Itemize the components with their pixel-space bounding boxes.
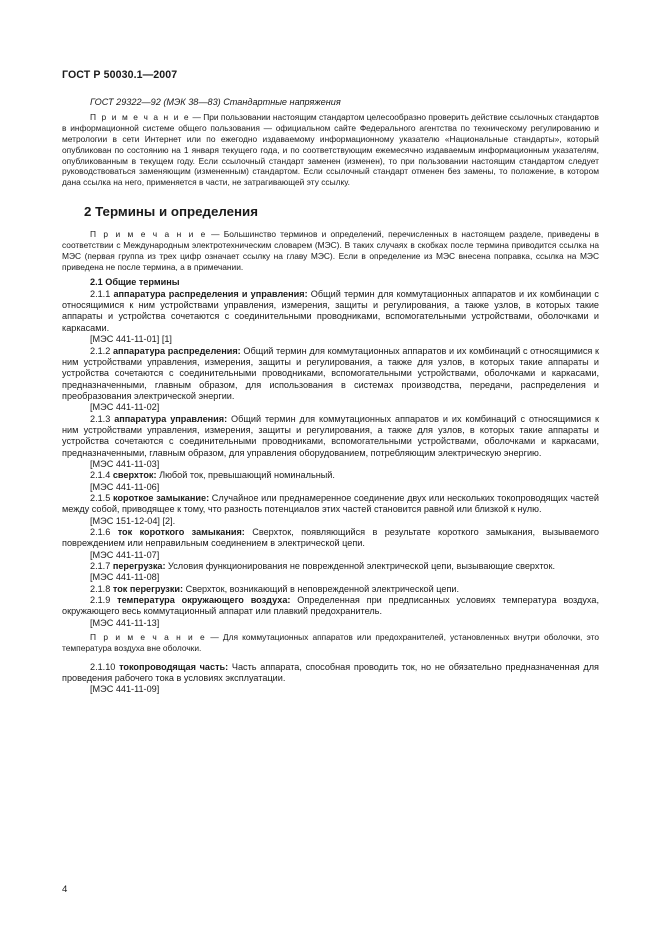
term-reference: [МЭС 441-11-08] bbox=[90, 572, 160, 583]
note-ambient-temperature bbox=[62, 632, 599, 654]
term-reference: [МЭС 441-11-02] bbox=[90, 402, 160, 413]
note-text: — Для коммутационных аппаратов или предохранителей, установленных внутри оболочки, это температура воздуха вне оболочки. bbox=[62, 632, 599, 653]
term-number: 2.1.9 bbox=[90, 595, 118, 606]
term-definition: Общий термин для коммутационных аппаратов и их комбинации с относящимися к ним устройствами управления, измерения, защиты и регулирования, а также узлов, в которых такие аппараты и устройства сочетаются с соединительными проводниками, вспомогательными устройствами, оболочками и каркасами. bbox=[62, 288, 599, 333]
term-definition: Условия функционирования не поврежденной электрической цепи, вызывающие сверхток. bbox=[165, 561, 556, 572]
term-reference: [МЭС 441-11-01] [1] bbox=[90, 334, 172, 345]
term-2-1-7 bbox=[62, 561, 599, 572]
term-number: 2.1.8 bbox=[90, 583, 113, 594]
term-name: перегрузка: bbox=[112, 561, 166, 572]
term-name: сверхток: bbox=[112, 470, 157, 481]
term-number: 2.1.1 bbox=[90, 288, 114, 299]
term-2-1-6 bbox=[62, 527, 599, 550]
term-reference: [МЭС 441-11-07] bbox=[90, 549, 160, 560]
note-text: — Большинство терминов и определений, перечисленных в настоящем разделе, приведены в соответствии с Международным электротехническим словарем (МЭС). В таких случаях в скобках после термина приводится ссылка на МЭС (первая группа из трех цифр означает ссылку на главу МЭС). Если в определение из МЭС внесена поправка, ссылка на МЭС приведена не после термина, а в примечании. bbox=[62, 229, 599, 272]
term-reference: [МЭС 441-11-06] bbox=[90, 481, 160, 492]
term-name: ток короткого замыкания: bbox=[117, 527, 245, 538]
term-name: аппаратура управления: bbox=[114, 413, 228, 424]
term-definition: Сверхток, появляющийся в результате короткого замыкания, вызываемого повреждением или неправильным соединением в электрической цепи. bbox=[62, 527, 600, 549]
term-definition: Любой ток, превышающий номинальный. bbox=[156, 470, 335, 481]
term-2-1-5 bbox=[62, 493, 599, 516]
term-name: ток перегрузки: bbox=[112, 583, 184, 594]
term-number: 2.1.7 bbox=[90, 561, 113, 572]
term-definition: Случайное или преднамеренное соединение двух или нескольких токопроводящих частей между собой, приводящее к тому, что разность потенциалов этих частей становится равной или близкой к нулю. bbox=[62, 492, 599, 515]
term-2-1-4 bbox=[62, 470, 599, 481]
note-label: П р и м е ч а н и е bbox=[90, 229, 207, 240]
term-definition: Общий термин для коммутационных аппаратов и их комбинаций с относящимися к ним устройствами управления, измерения, защиты и регулирования, а также для узлов, в которых такие аппараты и устройства сочетаются с соединительными проводниками, вспомогательными устройствами, оболочками и каркасами, предназначенными, главным образом, для использования в системах производства, передачи, распределения и преобразования электрической энергии. bbox=[62, 345, 599, 401]
term-reference: [МЭС 441-11-03] bbox=[90, 458, 160, 469]
term-name: токопроводящая часть: bbox=[119, 661, 229, 672]
section-title: 2 Термины и определения bbox=[84, 203, 258, 219]
term-2-1-8 bbox=[62, 584, 599, 595]
term-number: 2.1.2 bbox=[90, 345, 113, 356]
term-number: 2.1.6 bbox=[90, 527, 118, 538]
term-number: 2.1.5 bbox=[90, 492, 113, 503]
term-reference: [МЭС 151-12-04] [2]. bbox=[90, 515, 176, 526]
term-name: аппаратура распределения: bbox=[112, 345, 241, 356]
term-definition: Определенная при предписанных условиях температура воздуха, окружающего весь коммутационный аппарат или плавкий предохранитель. bbox=[62, 595, 599, 617]
term-2-1-1 bbox=[62, 289, 599, 334]
term-reference: [МЭС 441-11-13] bbox=[90, 617, 160, 628]
document-header-code: ГОСТ Р 50030.1—2007 bbox=[62, 69, 178, 81]
term-number: 2.1.3 bbox=[90, 413, 115, 424]
note-label: П р и м е ч а н и е bbox=[90, 112, 191, 123]
term-definition: Общий термин для коммутационных аппаратов и их комбинаций с относящимися к ним устройствами управления, измерения, защиты и регулирования, а также для узлов, в которых такие аппараты и устройства сочетаются с соединительными проводниками, вспомогательными устройствами, оболочками и каркасами, предназначенными, главным образом, для управления оборудованием, потребляющим электрическую энергию. bbox=[62, 413, 599, 458]
note-label: П р и м е ч а н и е bbox=[90, 632, 207, 643]
note-text: — При пользовании настоящим стандартом целесообразно проверить действие ссылочных стандартов в информационной системе общего пользования — официальном сайте Федерального агентства по техническому регулированию и метрологии в сети Интернет или по ежегодно издаваемому информационному указателю «Национальные стандарты», который опубликован по состоянию на 1 января текущего года, и по соответствующим ежемесячно издаваемым информационным указателям, опубликованным в текущем году. Если ссылочный стандарт заменен (изменен), то при пользовании настоящим стандартом следует руководствоваться заменяющим (измененным) стандартом. Если ссылочный стандарт отменен без замены, то положение, в котором дана ссылка на него, применяется в части, не затрагивающей эту ссылку. bbox=[62, 112, 599, 188]
note-references bbox=[62, 112, 599, 188]
referenced-standard: ГОСТ 29322—92 (МЭК 38—83) Стандартные напряжения bbox=[90, 97, 341, 107]
note-terms bbox=[62, 229, 599, 272]
term-number: 2.1.4 bbox=[90, 470, 113, 481]
page-number: 4 bbox=[62, 884, 68, 895]
term-name: короткое замыкание: bbox=[113, 492, 210, 503]
term-2-1-10 bbox=[62, 662, 599, 685]
subsection-title: 2.1 Общие термины bbox=[90, 277, 180, 288]
term-number: 2.1.10 bbox=[90, 661, 120, 672]
term-2-1-3 bbox=[62, 414, 599, 459]
term-definition: Часть аппарата, способная проводить ток, но не обязательно предназначенная для проведения рабочего тока в условиях эксплуатации. bbox=[62, 661, 599, 684]
term-2-1-2 bbox=[62, 346, 599, 403]
page-content bbox=[62, 97, 599, 696]
term-2-1-9 bbox=[62, 595, 599, 618]
term-reference: [МЭС 441-11-09] bbox=[90, 684, 160, 695]
term-name: температура окружающего воздуха: bbox=[117, 595, 291, 606]
term-definition: Сверхток, возникающий в неповрежденной электрической цепи. bbox=[183, 583, 460, 594]
term-name: аппаратура распределения и управления: bbox=[113, 288, 308, 299]
